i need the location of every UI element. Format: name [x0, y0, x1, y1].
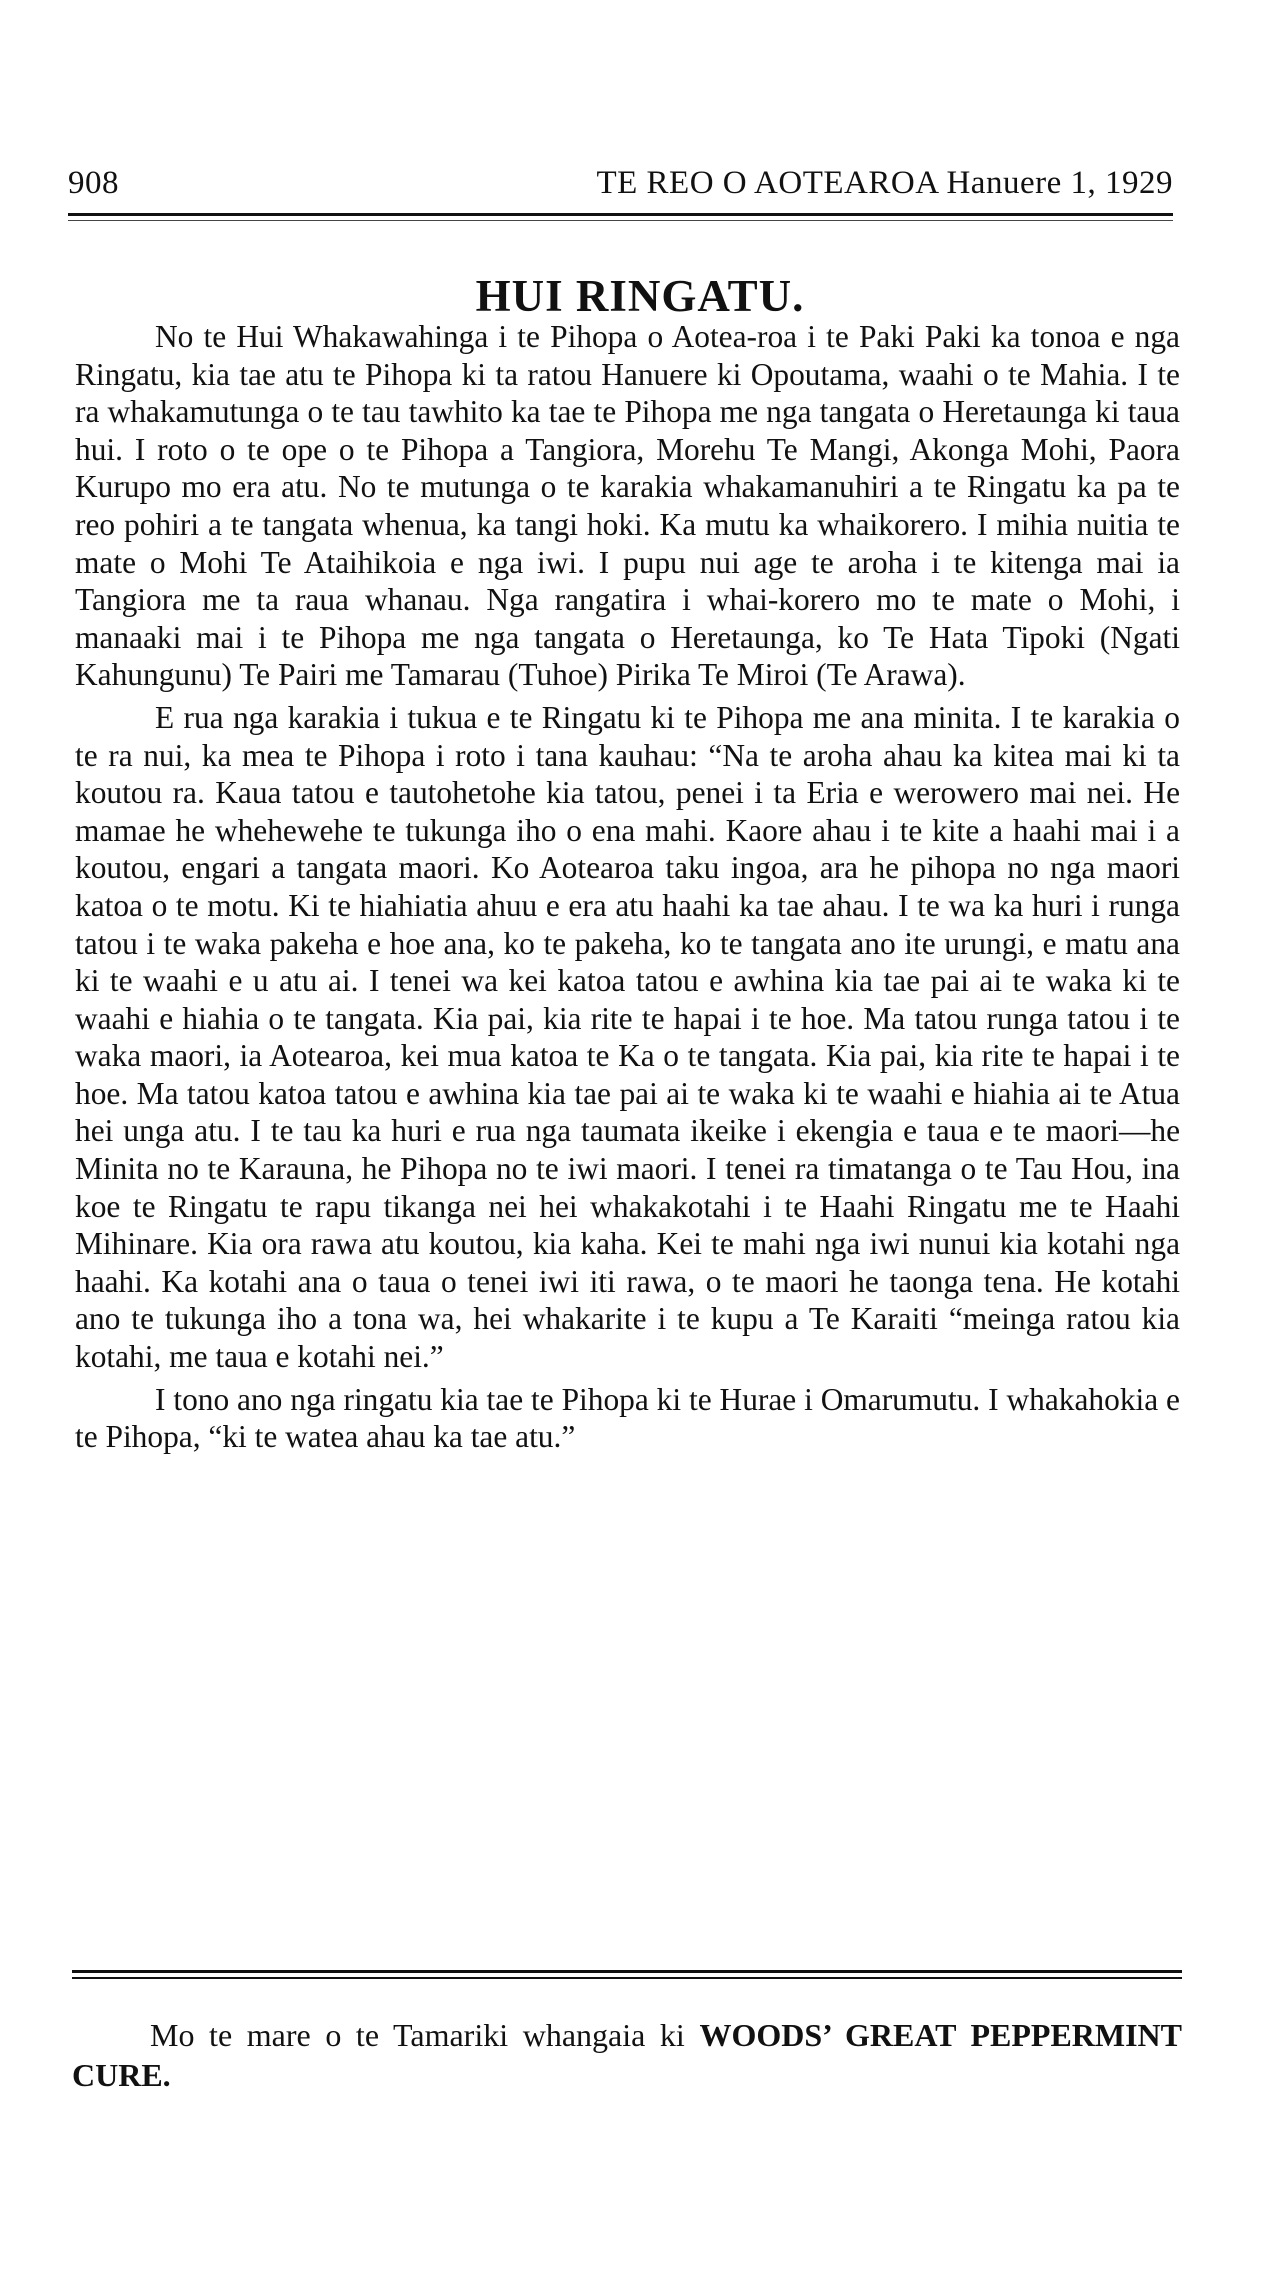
article-body: [75, 318, 1180, 1456]
article-title: HUI RINGATU.: [475, 271, 805, 321]
running-title: TE REO O AOTEAROA Hanuere 1, 1929: [596, 165, 1173, 201]
page-header: [68, 165, 1173, 215]
advert-lead-text: Mo te mare o te Tamariki whangaia ki: [150, 2017, 685, 2053]
footer-divider: [72, 1970, 1182, 1973]
header-divider: [68, 213, 1173, 216]
article-paragraph-1: No te Hui Whakawahinga i te Pihopa o Aotea-roa i te Paki Paki ka tonoa e nga Ringatu, kia tae atu te Pihopa ki ta ratou Hanuere ki Opoutama, waahi o te Mahia. I te ra whakamutunga o te tau tawhito ka tae te Pihopa me nga tangata o Heretaunga ki taua hui. I roto o te ope o te Pihopa a Tangiora, Morehu Te Mangi, Akonga Mohi, Paora Kurupo mo era atu. No te mutunga o te karakia whakamanuhiri a te Ringatu ka pa te reo pohiri a te tangata whenua, ka tangi hoki. Ka mutu ka whaikorero. I mihia nuitia te mate o Mohi Te Ataihikoia e nga iwi. I pupu nui age te aroha i te kitenga mai ia Tangiora me ta raua whanau. Nga rangatira i whai-korero mo te mate o Mohi, i manaaki mai i te Pihopa me nga tangata o Heretaunga, ko Te Hata Tipoki (Ngati Kahungunu) Te Pairi me Tamarau (Tuhoe) Pirika Te Miroi (Te Arawa).: [75, 319, 1180, 693]
advertisement: [72, 2015, 1182, 2095]
footer-divider-second: [72, 1977, 1182, 1979]
page-number: 908: [68, 165, 119, 201]
advert-brand-text: WOODS’ GREAT PEPPERMINT CURE.: [72, 2017, 1183, 2093]
article-paragraph-3: I tono ano nga ringatu kia tae te Pihopa ki te Hurae i Omarumutu. I whakahokia e te Pihopa, “ki te watea ahau ka tae atu.”: [75, 1381, 1180, 1455]
article-paragraph-2: E rua nga karakia i tukua e te Ringatu ki te Pihopa me ana minita. I te karakia o te ra nui, ka mea te Pihopa i roto i tana kauhau: “Na te aroha ahau ka kitea mai ki ta koutou ra. Kaua tatou e tautohetohe kia tatou, penei i ta Eria e werowero mai nei. He mamae he whehewehe te tukunga iho o ena mahi. Kaore ahau i te kite a haahi mai i a koutou, engari a tangata maori. Ko Aotearoa taku ingoa, ara he pihopa no nga maori katoa o te motu. Ki te hiahiatia ahuu e era atu haahi ka tae ahau. I te wa ka huri i runga tatou i te waka pakeha e hoe ana, ko te pakeha, ko te tangata ano ite urungi, e matu ana ki te waahi e u atu ai. I tenei wa kei katoa tatou e awhina kia tae pai ai te waka ki te waahi e hiahia o te tangata. Kia pai, kia rite te hapai i te hoe. Ma tatou runga tatou i te waka maori, ia Aotearoa, kei mua katoa te Ka o te tangata. Kia pai, kia rite te hapai i te hoe. Ma tatou katoa tatou e awhina kia tae pai ai te waka ki te waahi e hiahia ai te Atua hei unga atu. I te tau ka huri e rua nga taumata ikeike i ekengia e taua e te maori—he Minita no te Karauna, he Pihopa no te iwi maori. I tenei ra timatanga o te Tau Hou, ina koe te Ringatu te rapu tikanga nei hei whakakotahi i te Haahi Ringatu me te Haahi Mihinare. Kia ora rawa atu koutou, kia kaha. Kei te mahi nga iwi nunui kia kotahi nga haahi. Ka kotahi ana o taua o tenei iwi iti rawa, o te maori he taonga tena. He kotahi ano te tukunga iho a tona wa, hei whakarite i te kupu a Te Karaiti “meinga ratou kia kotahi, me taua e kotahi nei.”: [75, 699, 1180, 1375]
header-divider-thin: [68, 220, 1173, 221]
